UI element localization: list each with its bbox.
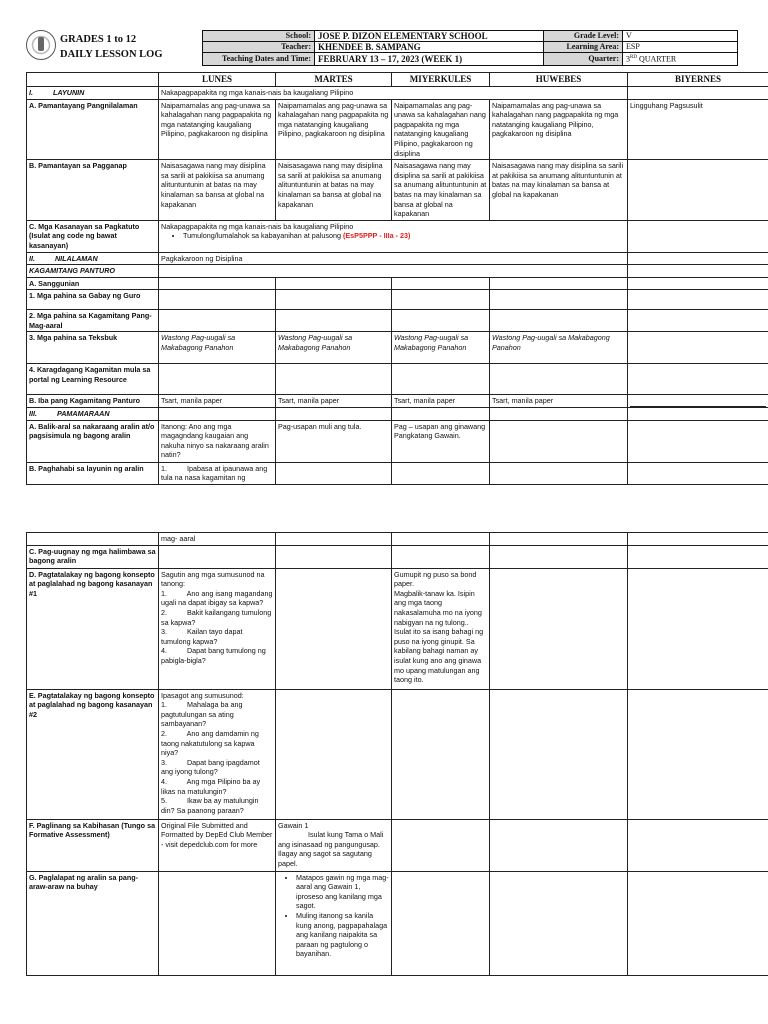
cell: Naipamamalas ang pag-unawa sa kahalagahan nang pagpapakita ng mga natatanging kaugaliang Pilipino, pagkakaroon ng disiplina bbox=[490, 99, 628, 160]
text-line: 2. Bakit kailangang tumulong sa kapwa? bbox=[161, 607, 274, 627]
text-line: Gumupit ng puso sa bond paper. bbox=[394, 569, 477, 589]
empty-cell bbox=[276, 462, 392, 484]
quarter-label: Quarter: bbox=[544, 53, 623, 66]
cell bbox=[276, 871, 392, 975]
day-martes: MARTES bbox=[276, 73, 392, 87]
kasanayan-list bbox=[161, 231, 625, 241]
table-row bbox=[27, 408, 768, 421]
cell: Tsart, manila paper bbox=[276, 395, 392, 408]
kasanayan-cell bbox=[159, 220, 628, 252]
empty-cell bbox=[392, 819, 490, 871]
kasanayan-text: Nakapagpapakita ng mga kanais-nais ba kaugaliang Pilipino bbox=[161, 221, 354, 231]
layunin-text: Nakapagpapakita ng mga kanais-nais ba kaugaliang Pilipino bbox=[159, 87, 628, 100]
empty-cell bbox=[490, 364, 628, 395]
school-value: JOSE P. DIZON ELEMENTARY SCHOOL bbox=[315, 31, 544, 42]
table-row bbox=[27, 533, 768, 546]
nilalaman-text: Pagkakaroon ng Disiplina bbox=[159, 252, 628, 265]
quarter-number: 3 bbox=[626, 54, 630, 64]
table-row bbox=[27, 545, 768, 568]
list-item bbox=[183, 231, 625, 241]
table-row bbox=[27, 87, 768, 100]
quarter-value bbox=[623, 53, 738, 66]
cell bbox=[159, 689, 276, 819]
empty-cell bbox=[159, 290, 276, 310]
paglalapat-list bbox=[278, 873, 389, 959]
table-row bbox=[27, 420, 768, 462]
cell: 1. Ipabasa at ipaunawa ang tula na nasa kagamitan ng bbox=[159, 462, 276, 484]
row-label-pagtatalakay-1: D. Pagtatalakay ng bagong konsepto at paglalahad ng bagong kasanayan #1 bbox=[27, 568, 159, 689]
cell: Itanong: Ano ang mga magagndang kaugaian ang nakuha ninyo sa nakaraang aralin natin? bbox=[159, 420, 276, 462]
area-value: ESP bbox=[623, 42, 738, 53]
header bbox=[26, 30, 751, 64]
dates-value: FEBRUARY 13 – 17, 2023 (WEEK 1) bbox=[315, 53, 544, 66]
lesson-log-table-page1 bbox=[26, 72, 768, 485]
text-line: 3. Kailan tayo dapat tumulong kapwa? bbox=[161, 627, 245, 646]
empty-cell bbox=[490, 462, 628, 484]
table-row bbox=[27, 310, 768, 332]
empty-cell bbox=[392, 290, 490, 310]
text-line: 1. Ano ang isang magandang ugali na dapat ibigay sa kapwa? bbox=[161, 588, 275, 608]
cell: Wastong Pag-uugali sa Makabagong Panahon bbox=[392, 332, 490, 364]
table-row bbox=[27, 819, 768, 871]
cell: Tsart, manila paper bbox=[490, 395, 628, 408]
table-row bbox=[27, 290, 768, 310]
form-title bbox=[60, 32, 163, 62]
table-row bbox=[27, 332, 768, 364]
empty-cell bbox=[628, 220, 768, 252]
table-row bbox=[27, 99, 768, 160]
section-kagamitang-panturo: KAGAMITANG PANTURO bbox=[27, 265, 159, 278]
empty-cell bbox=[628, 871, 768, 975]
table-row bbox=[27, 871, 768, 975]
school-label: School: bbox=[203, 31, 315, 42]
text-line: Sagutin ang mga sumusunod na tanong: bbox=[161, 569, 265, 589]
empty-cell bbox=[392, 462, 490, 484]
row-label-pagtatalakay-2: E. Pagtatalakay ng bagong konsepto at paglalahad ng bagong kasanayan #2 bbox=[27, 689, 159, 819]
table-row bbox=[27, 689, 768, 819]
empty-cell bbox=[628, 568, 768, 689]
empty-cell bbox=[628, 545, 768, 568]
empty-cell bbox=[276, 290, 392, 310]
empty-cell bbox=[628, 160, 768, 221]
empty-cell bbox=[628, 533, 768, 546]
text-line: Ipasagot ang sumusunod: bbox=[161, 690, 244, 700]
continued-text: mag- aaral bbox=[159, 533, 276, 546]
day-lunes: LUNES bbox=[159, 73, 276, 87]
empty-cell bbox=[490, 310, 628, 332]
empty-cell bbox=[490, 533, 628, 546]
row-label-pag-uugnay: C. Pag-uugnay ng mga halimbawa sa bagong aralin bbox=[27, 545, 159, 568]
empty-cell bbox=[276, 277, 392, 290]
cell: Naisasagawa nang may disiplina sa sarili at pakikiisa sa anumang alituntuntunin at batas na may kinalaman sa bansa at global na kapakanan bbox=[159, 160, 276, 221]
empty-cell bbox=[490, 408, 628, 421]
day-miyerkules: MIYERKULES bbox=[392, 73, 490, 87]
text-line: 4. Dapat bang tumulong ng pabigla-bigla? bbox=[161, 646, 268, 665]
cell: Original File Submitted and Formatted by DepEd Club Member - visit depedclub.com for more bbox=[159, 819, 276, 871]
divider bbox=[630, 406, 766, 407]
table-row bbox=[27, 277, 768, 290]
text-line: 4. Ang mga Pilipino ba ay likas na matulungin? bbox=[161, 776, 263, 796]
empty-cell bbox=[628, 290, 768, 310]
row-label-kasanayan: C. Mga Kasanayan sa Pagkatuto (Isulat ang code ng bawat kasanayan) bbox=[27, 220, 159, 252]
empty-cell bbox=[490, 689, 628, 819]
empty-cell bbox=[27, 533, 159, 546]
text-line: 1. Mahalaga ba ang pagtutulungan sa ating sambayanan? bbox=[161, 700, 245, 729]
empty-cell bbox=[628, 689, 768, 819]
cell: Tsart, manila paper bbox=[159, 395, 276, 408]
table-row bbox=[27, 220, 768, 252]
days-header-row bbox=[27, 73, 768, 87]
grade-value: V bbox=[623, 31, 738, 42]
title-line1: GRADES 1 to 12 bbox=[60, 34, 137, 45]
table-row bbox=[27, 364, 768, 395]
text-line: 3. Dapat bang ipagdamot ang iyong tulong? bbox=[161, 757, 262, 777]
empty-cell bbox=[392, 545, 490, 568]
empty-cell bbox=[490, 871, 628, 975]
empty-cell bbox=[628, 819, 768, 871]
list-item: • Muling itanong sa kanila kung anong, pagpapahalaga ang kanilang naipakita sa paraan ng pagtulong o bayanihan. bbox=[296, 911, 389, 959]
empty-cell bbox=[628, 310, 768, 332]
empty-cell bbox=[159, 265, 628, 278]
empty-cell bbox=[628, 408, 768, 421]
cell: Naisasagawa nang may disiplina sa sarili at pakikiisa sa anumang alituntuntunin at batas na may kinalaman sa bansa at global na kapakanan bbox=[490, 160, 628, 221]
empty-cell bbox=[628, 462, 768, 484]
empty-cell bbox=[276, 568, 392, 689]
cell bbox=[159, 568, 276, 689]
day-huwebes: HUWEBES bbox=[490, 73, 628, 87]
row-label-balik-aral: A. Balik-aral sa nakaraang aralin at/o pagsisimula ng bagong aralin bbox=[27, 420, 159, 462]
empty-cell bbox=[276, 310, 392, 332]
row-label-karagdagang-kagamitan: 4. Karagdagang Kagamitan mula sa portal ng Learning Resource bbox=[27, 364, 159, 395]
cell: Naisasagawa nang may disiplina sa sarili at pakikiisa sa anumang alituntuntunin at batas na may kinalaman sa bansa at global na kapakanan bbox=[276, 160, 392, 221]
empty-cell bbox=[159, 277, 276, 290]
empty-cell bbox=[392, 533, 490, 546]
header-info-table bbox=[202, 30, 738, 66]
empty-cell bbox=[276, 545, 392, 568]
cell: Naipamamalas ang pag-unawa sa kahalagahan nang pagpapakita ng mga natatanging kaugaliang Pilipino, pagkakaroon ng disiplina bbox=[276, 99, 392, 160]
text-line: 2. Ano ang damdamin ng taong nakatutulong sa kapwa niya? bbox=[161, 728, 261, 758]
section-nilalaman: II. NILALAMAN bbox=[27, 252, 159, 265]
empty-cell bbox=[490, 819, 628, 871]
text-line: 5. Ikaw ba ay matulungin din? Sa paanong paraan? bbox=[161, 796, 261, 815]
table-row bbox=[27, 462, 768, 484]
text-line: Isulat kung Tama o Mali ang isinasaad ng pangungusap. Ilagay ang sagot sa sagutang papel. bbox=[278, 830, 386, 868]
empty-cell bbox=[628, 277, 768, 290]
empty-cell bbox=[159, 408, 276, 421]
cell: Tsart, manila paper bbox=[392, 395, 490, 408]
empty-cell bbox=[276, 689, 392, 819]
row-label-iba-pang-kagamitan: B. Iba pang Kagamitang Panturo bbox=[27, 395, 159, 408]
row-label-pamantayang-pangnilalaman: A. Pamantayang Pangnilalaman bbox=[27, 99, 159, 160]
empty-cell bbox=[392, 364, 490, 395]
table-row bbox=[27, 160, 768, 221]
list-item: • Matapos gawin ng mga mag-aaral ang Gawain 1, iproseso ang kanilang mga sagot. bbox=[296, 873, 389, 911]
text-line: Magbalik-tanaw ka. Isipin ang mga taong nakasalamuha mo na iyong nabigyan na ng tulong.. Isulat ito sa isang bahagi ng puso na iyong ginupit. Sa kabilang bahagi naman ay isulat kung ano ang ginawa mo upang matulungan ang taong ito. bbox=[394, 588, 484, 685]
empty-cell bbox=[628, 87, 768, 100]
empty-cell bbox=[159, 364, 276, 395]
quarter-suffix: RD bbox=[630, 55, 637, 60]
cell: Wastong Pag-uugali sa Makabagong Panahon bbox=[490, 332, 628, 364]
empty-cell bbox=[276, 533, 392, 546]
empty-cell bbox=[490, 290, 628, 310]
empty-cell bbox=[276, 408, 392, 421]
empty-cell bbox=[628, 265, 768, 278]
empty-cell bbox=[392, 871, 490, 975]
empty-cell bbox=[628, 332, 768, 364]
title-line2: DAILY LESSON LOG bbox=[60, 49, 163, 60]
table-row bbox=[27, 568, 768, 689]
row-label-pamantayan-sa-pagganap: B. Pamantayan sa Pagganap bbox=[27, 160, 159, 221]
cell: Wastong Pag-uugali sa Makabagong Panahon bbox=[159, 332, 276, 364]
table-row bbox=[27, 265, 768, 278]
empty-cell bbox=[392, 689, 490, 819]
corner-cell bbox=[27, 73, 159, 87]
day-biyernes: BIYERNES bbox=[628, 73, 768, 87]
empty-cell bbox=[490, 277, 628, 290]
quarter-word: QUARTER bbox=[636, 54, 677, 64]
empty-cell bbox=[159, 545, 276, 568]
empty-cell bbox=[159, 871, 276, 975]
row-label-kagamitang-pang-mag-aaral: 2. Mga pahina sa Kagamitang Pang-Mag-aaral bbox=[27, 310, 159, 332]
empty-cell bbox=[490, 568, 628, 689]
empty-cell bbox=[490, 545, 628, 568]
section-layunin: I. LAYUNIN bbox=[27, 87, 159, 100]
empty-cell bbox=[392, 408, 490, 421]
cell: Pag-usapan muli ang tula. bbox=[276, 420, 392, 462]
row-label-paglalapat: G. Paglalapat ng aralin sa pang-araw-araw na buhay bbox=[27, 871, 159, 975]
cell bbox=[276, 819, 392, 871]
row-label-teksbuk: 3. Mga pahina sa Teksbuk bbox=[27, 332, 159, 364]
cell: Pag – usapan ang ginawang Pangkatang Gawain. bbox=[392, 420, 490, 462]
row-label-paglinang: F. Paglinang sa Kabihasan (Tungo sa Formative Assessment) bbox=[27, 819, 159, 871]
empty-cell bbox=[392, 310, 490, 332]
empty-cell bbox=[276, 364, 392, 395]
empty-cell bbox=[490, 420, 628, 462]
kasanayan-bullet: Tumulong/lumalahok sa kabayanihan at palusong bbox=[183, 231, 343, 241]
cell: Lingguhang Pagsusulit bbox=[628, 99, 768, 160]
empty-cell bbox=[159, 310, 276, 332]
lesson-log-table-page2 bbox=[26, 532, 768, 976]
competency-code: (EsP5PPP - IIIa - 23) bbox=[342, 231, 411, 241]
empty-cell bbox=[628, 364, 768, 395]
teacher-value: KHENDEE B. SAMPANG bbox=[315, 42, 544, 53]
section-pamamaraan: III. PAMAMARAAN bbox=[27, 408, 159, 421]
text-line: Gawain 1 bbox=[278, 820, 309, 830]
empty-cell bbox=[628, 252, 768, 265]
table-row bbox=[27, 252, 768, 265]
cell bbox=[392, 568, 490, 689]
empty-cell bbox=[628, 420, 768, 462]
cell: Naisasagawa nang may disiplina sa sarili at pakikiisa sa anumang alituntuntunin at batas na may kinalaman sa bansa at global na kapakanan bbox=[392, 160, 490, 221]
deped-seal-icon bbox=[26, 30, 56, 60]
row-label-paghahabi: B. Paghahabi sa layunin ng aralin bbox=[27, 462, 159, 484]
row-label-gabay-ng-guro: 1. Mga pahina sa Gabay ng Guro bbox=[27, 290, 159, 310]
row-label-sanggunian: A. Sanggunian bbox=[27, 277, 159, 290]
teacher-label: Teacher: bbox=[203, 42, 315, 53]
cell: Naipamamalas ang pag-unawa sa kahalagahan nang pagpapakita ng mga natatanging kaugaliang Pilipino, pagkakaroon ng disiplina bbox=[392, 99, 490, 160]
cell: Wastong Pag-uugali sa Makabagong Panahon bbox=[276, 332, 392, 364]
cell: Naipamamalas ang pag-unawa sa kahalagahan nang pagpapakita ng mga natatanging kaugaliang Pilipino, pagkakaroon ng disiplina bbox=[159, 99, 276, 160]
dates-label: Teaching Dates and Time: bbox=[203, 53, 315, 66]
area-label: Learning Area: bbox=[544, 42, 623, 53]
empty-cell bbox=[392, 277, 490, 290]
grade-label: Grade Level: bbox=[544, 31, 623, 42]
